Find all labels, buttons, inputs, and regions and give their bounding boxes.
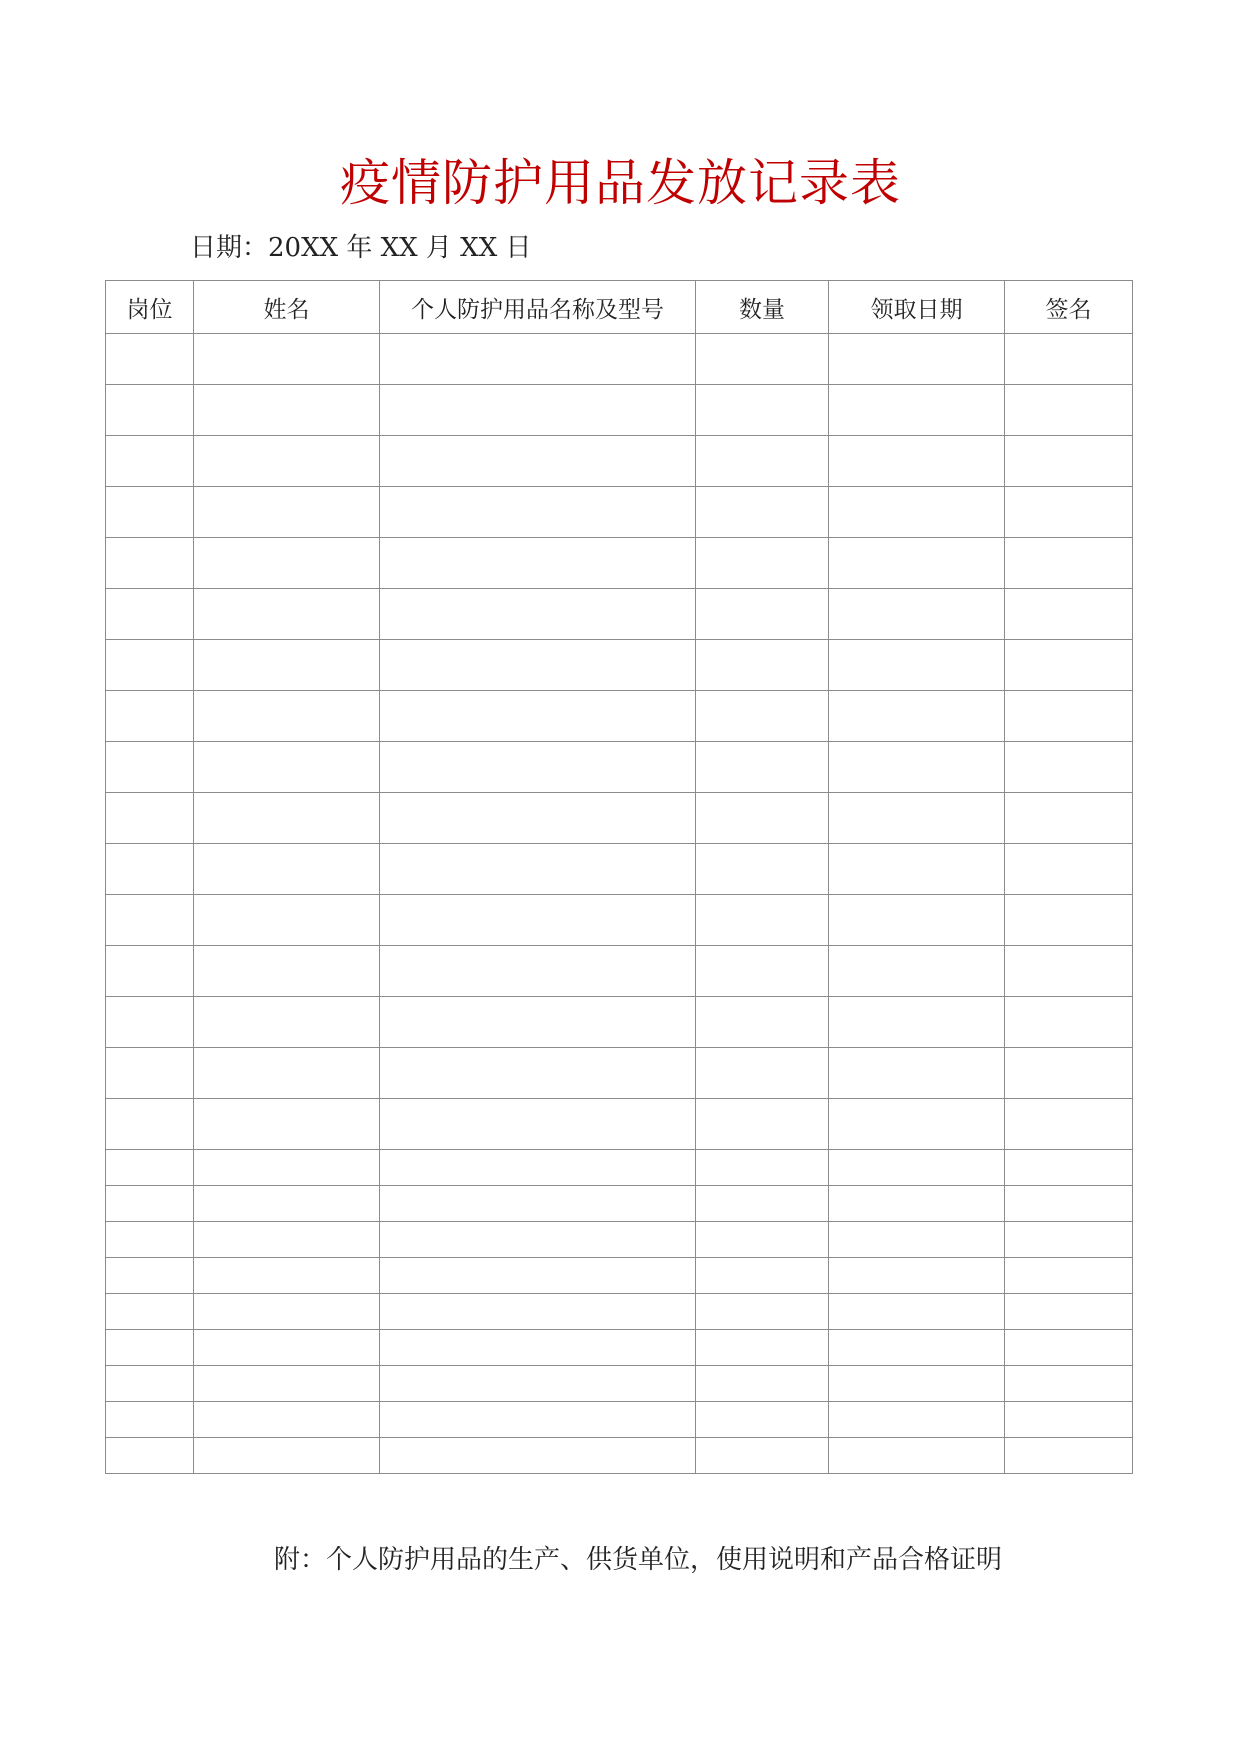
table-row xyxy=(106,844,1133,895)
cell-quantity[interactable] xyxy=(696,946,829,997)
table-row xyxy=(106,895,1133,946)
cell-quantity[interactable] xyxy=(696,1048,829,1099)
cell-receive-date[interactable] xyxy=(829,334,1005,385)
table-row xyxy=(106,1366,1133,1402)
cell-name[interactable] xyxy=(194,1186,380,1222)
cell-position[interactable] xyxy=(106,385,194,436)
cell-receive-date[interactable] xyxy=(829,1438,1005,1474)
cell-position[interactable] xyxy=(106,436,194,487)
cell-position[interactable] xyxy=(106,946,194,997)
cell-receive-date[interactable] xyxy=(829,436,1005,487)
cell-quantity[interactable] xyxy=(696,436,829,487)
cell-quantity[interactable] xyxy=(696,895,829,946)
cell-receive-date[interactable] xyxy=(829,1258,1005,1294)
cell-signature[interactable] xyxy=(1005,997,1133,1048)
column-header-item-model: 个人防护用品名称及型号 xyxy=(380,281,696,334)
cell-name[interactable] xyxy=(194,1366,380,1402)
table-row xyxy=(106,1048,1133,1099)
cell-name[interactable] xyxy=(194,997,380,1048)
cell-quantity[interactable] xyxy=(696,1366,829,1402)
table-row xyxy=(106,1294,1133,1330)
cell-quantity[interactable] xyxy=(696,538,829,589)
cell-receive-date[interactable] xyxy=(829,1099,1005,1150)
table-row xyxy=(106,742,1133,793)
cell-signature[interactable] xyxy=(1005,1438,1133,1474)
table-row xyxy=(106,1099,1133,1150)
cell-quantity[interactable] xyxy=(696,1330,829,1366)
cell-position[interactable] xyxy=(106,997,194,1048)
cell-receive-date[interactable] xyxy=(829,691,1005,742)
cell-signature[interactable] xyxy=(1005,640,1133,691)
cell-name[interactable] xyxy=(194,589,380,640)
cell-receive-date[interactable] xyxy=(829,844,1005,895)
cell-position[interactable] xyxy=(106,895,194,946)
cell-quantity[interactable] xyxy=(696,385,829,436)
table-header-row xyxy=(106,281,1133,334)
cell-item-model[interactable] xyxy=(380,742,696,793)
cell-item-model[interactable] xyxy=(380,691,696,742)
cell-receive-date[interactable] xyxy=(829,895,1005,946)
column-header-position: 岗位 xyxy=(106,281,194,334)
cell-name[interactable] xyxy=(194,1222,380,1258)
table-row xyxy=(106,436,1133,487)
cell-receive-date[interactable] xyxy=(829,1330,1005,1366)
table-row xyxy=(106,1186,1133,1222)
cell-position[interactable] xyxy=(106,1402,194,1438)
cell-receive-date[interactable] xyxy=(829,1222,1005,1258)
column-header-quantity: 数量 xyxy=(696,281,829,334)
cell-item-model[interactable] xyxy=(380,1222,696,1258)
cell-position[interactable] xyxy=(106,1294,194,1330)
cell-signature[interactable] xyxy=(1005,1330,1133,1366)
cell-quantity[interactable] xyxy=(696,1186,829,1222)
cell-signature[interactable] xyxy=(1005,487,1133,538)
cell-position[interactable] xyxy=(106,1186,194,1222)
cell-quantity[interactable] xyxy=(696,1150,829,1186)
cell-position[interactable] xyxy=(106,1366,194,1402)
cell-name[interactable] xyxy=(194,334,380,385)
cell-position[interactable] xyxy=(106,1099,194,1150)
cell-item-model[interactable] xyxy=(380,1258,696,1294)
cell-item-model[interactable] xyxy=(380,1294,696,1330)
cell-position[interactable] xyxy=(106,1150,194,1186)
date-line: 日期：20XX 年 XX 月 XX 日 xyxy=(190,233,532,263)
cell-receive-date[interactable] xyxy=(829,793,1005,844)
cell-signature[interactable] xyxy=(1005,793,1133,844)
cell-item-model[interactable] xyxy=(380,844,696,895)
cell-signature[interactable] xyxy=(1005,1222,1133,1258)
cell-position[interactable] xyxy=(106,538,194,589)
cell-quantity[interactable] xyxy=(696,1258,829,1294)
cell-name[interactable] xyxy=(194,385,380,436)
table-row xyxy=(106,1150,1133,1186)
table-row xyxy=(106,946,1133,997)
cell-signature[interactable] xyxy=(1005,589,1133,640)
cell-quantity[interactable] xyxy=(696,1438,829,1474)
column-header-signature: 签名 xyxy=(1005,281,1133,334)
cell-name[interactable] xyxy=(194,640,380,691)
cell-item-model[interactable] xyxy=(380,997,696,1048)
cell-receive-date[interactable] xyxy=(829,1366,1005,1402)
cell-name[interactable] xyxy=(194,691,380,742)
cell-signature[interactable] xyxy=(1005,1099,1133,1150)
cell-quantity[interactable] xyxy=(696,640,829,691)
cell-quantity[interactable] xyxy=(696,793,829,844)
table-row xyxy=(106,1222,1133,1258)
cell-quantity[interactable] xyxy=(696,691,829,742)
cell-position[interactable] xyxy=(106,742,194,793)
cell-signature[interactable] xyxy=(1005,946,1133,997)
cell-signature[interactable] xyxy=(1005,1402,1133,1438)
cell-item-model[interactable] xyxy=(380,1402,696,1438)
cell-name[interactable] xyxy=(194,487,380,538)
column-header-name: 姓名 xyxy=(194,281,380,334)
cell-signature[interactable] xyxy=(1005,1150,1133,1186)
cell-signature[interactable] xyxy=(1005,1366,1133,1402)
cell-name[interactable] xyxy=(194,1294,380,1330)
cell-position[interactable] xyxy=(106,1048,194,1099)
cell-position[interactable] xyxy=(106,1222,194,1258)
cell-quantity[interactable] xyxy=(696,844,829,895)
table-row xyxy=(106,997,1133,1048)
cell-item-model[interactable] xyxy=(380,1048,696,1099)
cell-quantity[interactable] xyxy=(696,1294,829,1330)
cell-name[interactable] xyxy=(194,1258,380,1294)
cell-item-model[interactable] xyxy=(380,385,696,436)
cell-name[interactable] xyxy=(194,1330,380,1366)
cell-signature[interactable] xyxy=(1005,895,1133,946)
cell-name[interactable] xyxy=(194,1150,380,1186)
cell-position[interactable] xyxy=(106,589,194,640)
cell-receive-date[interactable] xyxy=(829,742,1005,793)
table-row xyxy=(106,1330,1133,1366)
page-title: 疫情防护用品发放记录表 xyxy=(340,154,901,212)
cell-quantity[interactable] xyxy=(696,1099,829,1150)
cell-receive-date[interactable] xyxy=(829,385,1005,436)
table-row xyxy=(106,589,1133,640)
cell-position[interactable] xyxy=(106,1330,194,1366)
table-row xyxy=(106,793,1133,844)
cell-signature[interactable] xyxy=(1005,691,1133,742)
cell-item-model[interactable] xyxy=(380,640,696,691)
cell-quantity[interactable] xyxy=(696,334,829,385)
cell-signature[interactable] xyxy=(1005,385,1133,436)
cell-name[interactable] xyxy=(194,1048,380,1099)
cell-item-model[interactable] xyxy=(380,946,696,997)
cell-signature[interactable] xyxy=(1005,538,1133,589)
footnote: 附：个人防护用品的生产、供货单位，使用说明和产品合格证明 xyxy=(273,1545,1002,1575)
cell-signature[interactable] xyxy=(1005,1048,1133,1099)
table-body xyxy=(106,334,1133,1474)
cell-signature[interactable] xyxy=(1005,334,1133,385)
cell-quantity[interactable] xyxy=(696,742,829,793)
cell-receive-date[interactable] xyxy=(829,1402,1005,1438)
cell-position[interactable] xyxy=(106,334,194,385)
cell-receive-date[interactable] xyxy=(829,1186,1005,1222)
table-row xyxy=(106,538,1133,589)
cell-quantity[interactable] xyxy=(696,1402,829,1438)
cell-name[interactable] xyxy=(194,793,380,844)
cell-name[interactable] xyxy=(194,946,380,997)
cell-signature[interactable] xyxy=(1005,1186,1133,1222)
cell-signature[interactable] xyxy=(1005,742,1133,793)
table-row xyxy=(106,1438,1133,1474)
cell-position[interactable] xyxy=(106,487,194,538)
cell-receive-date[interactable] xyxy=(829,1048,1005,1099)
cell-position[interactable] xyxy=(106,793,194,844)
cell-item-model[interactable] xyxy=(380,1366,696,1402)
cell-quantity[interactable] xyxy=(696,487,829,538)
table-row xyxy=(106,691,1133,742)
cell-item-model[interactable] xyxy=(380,793,696,844)
table-row xyxy=(106,334,1133,385)
cell-receive-date[interactable] xyxy=(829,997,1005,1048)
cell-name[interactable] xyxy=(194,436,380,487)
cell-quantity[interactable] xyxy=(696,589,829,640)
cell-item-model[interactable] xyxy=(380,538,696,589)
cell-name[interactable] xyxy=(194,1402,380,1438)
cell-receive-date[interactable] xyxy=(829,1150,1005,1186)
cell-receive-date[interactable] xyxy=(829,487,1005,538)
cell-item-model[interactable] xyxy=(380,1150,696,1186)
cell-quantity[interactable] xyxy=(696,997,829,1048)
column-header-receive-date: 领取日期 xyxy=(829,281,1005,334)
cell-item-model[interactable] xyxy=(380,334,696,385)
cell-name[interactable] xyxy=(194,1438,380,1474)
cell-item-model[interactable] xyxy=(380,589,696,640)
cell-name[interactable] xyxy=(194,844,380,895)
cell-item-model[interactable] xyxy=(380,1186,696,1222)
cell-receive-date[interactable] xyxy=(829,1294,1005,1330)
cell-item-model[interactable] xyxy=(380,1330,696,1366)
cell-item-model[interactable] xyxy=(380,1099,696,1150)
cell-name[interactable] xyxy=(194,538,380,589)
cell-name[interactable] xyxy=(194,742,380,793)
cell-item-model[interactable] xyxy=(380,436,696,487)
cell-name[interactable] xyxy=(194,1099,380,1150)
cell-signature[interactable] xyxy=(1005,1294,1133,1330)
cell-item-model[interactable] xyxy=(380,895,696,946)
record-table xyxy=(105,280,1133,1474)
cell-position[interactable] xyxy=(106,1438,194,1474)
cell-signature[interactable] xyxy=(1005,1258,1133,1294)
table-row xyxy=(106,487,1133,538)
cell-signature[interactable] xyxy=(1005,436,1133,487)
cell-position[interactable] xyxy=(106,1258,194,1294)
cell-position[interactable] xyxy=(106,640,194,691)
cell-item-model[interactable] xyxy=(380,487,696,538)
cell-receive-date[interactable] xyxy=(829,640,1005,691)
cell-signature[interactable] xyxy=(1005,844,1133,895)
cell-position[interactable] xyxy=(106,691,194,742)
cell-quantity[interactable] xyxy=(696,1222,829,1258)
table-row xyxy=(106,640,1133,691)
cell-receive-date[interactable] xyxy=(829,946,1005,997)
cell-name[interactable] xyxy=(194,895,380,946)
cell-item-model[interactable] xyxy=(380,1438,696,1474)
table-row xyxy=(106,1258,1133,1294)
table-row xyxy=(106,385,1133,436)
cell-receive-date[interactable] xyxy=(829,589,1005,640)
cell-position[interactable] xyxy=(106,844,194,895)
table-row xyxy=(106,1402,1133,1438)
cell-receive-date[interactable] xyxy=(829,538,1005,589)
